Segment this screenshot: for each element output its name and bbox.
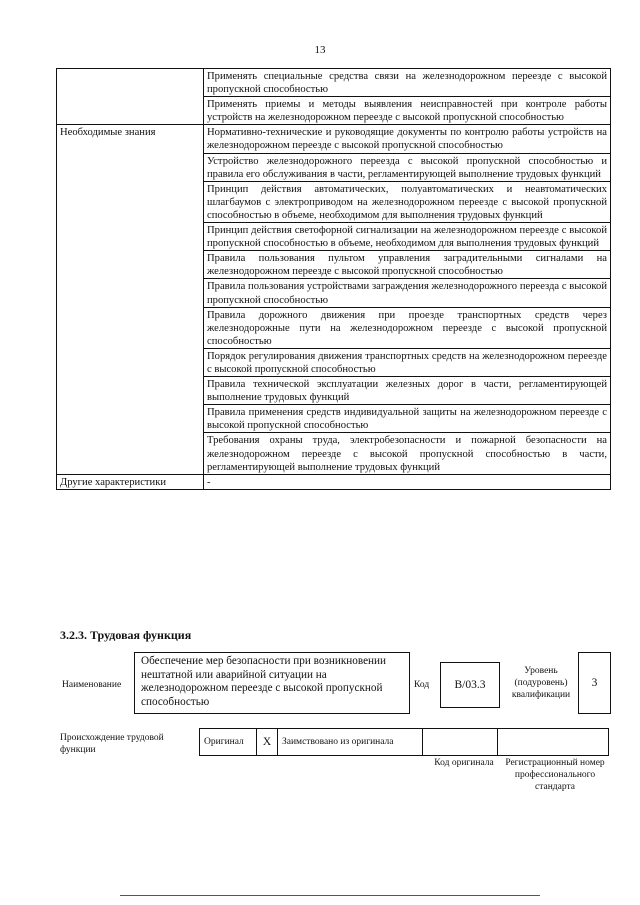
name-label: Наименование <box>62 680 122 690</box>
row-text: Правила технической эксплуатации железных дорог в части, регламентирующей выполнение трудовых функций <box>204 377 611 405</box>
row-text: Порядок регулирования движения транспортных средств на железнодорожном переезде с высокой пропускной способностью <box>204 348 611 376</box>
row-label: Другие характеристики <box>57 474 204 489</box>
row-text: - <box>204 474 611 489</box>
row-text: Требования охраны труда, электробезопасности и пожарной безопасности на железнодорожном переезде с высокой пропускной способностью в части, регламентирующей выполнение трудовых функций <box>204 433 611 474</box>
reg-number-caption: Регистрационный номер профессионального стандарта <box>505 758 605 792</box>
code-label: Код <box>414 680 430 690</box>
original-code-cell <box>422 728 498 756</box>
table-row <box>57 69 611 97</box>
row-text: Правила пользования пультом управления заградительными сигналами на железнодорожном переезде с высокой пропускной способностью <box>204 251 611 279</box>
borrowed-cell: Заимствовано из оригинала <box>277 728 423 756</box>
level-value-box: 3 <box>578 652 611 714</box>
origin-row <box>200 728 609 756</box>
row-label <box>57 69 204 125</box>
row-text: Принцип действия автоматических, полуавтоматических и неавтоматических шлагбаумов с электроприводом на железнодорожном переезде с высокой пропускной способностью в объеме, необходимом для выполнения трудовых функций <box>204 181 611 222</box>
original-code-caption: Код оригинала <box>434 758 494 768</box>
table-row <box>57 125 611 153</box>
row-text: Применять приемы и методы выявления неисправностей при контроле работы устройств на железнодорожном переезде с высокой пропускной способностью <box>204 97 611 125</box>
reg-number-cell <box>497 728 609 756</box>
row-text: Принцип действия светофорной сигнализации на железнодорожном переезде с высокой пропускной способностью в объеме, необходимом для выполнения трудовых функций <box>204 223 611 251</box>
origin-label: Происхождение трудовой функции <box>60 733 164 755</box>
row-text: Нормативно-технические и руководящие документы по контролю работы устройств на железнодорожном переезде с высокой пропускной способностью <box>204 125 611 153</box>
knowledge-table <box>56 68 611 490</box>
row-text: Правила дорожного движения при проезде транспортных средств через железнодорожные пути на железнодорожном переезде с высокой пропускной способностью <box>204 307 611 348</box>
original-cell: Оригинал <box>199 728 257 756</box>
row-text: Устройство железнодорожного переезда с высокой пропускной способностью и правила его обслуживания в части, регламентирующей выполнение трудовых функций <box>204 153 611 181</box>
bottom-rule <box>120 895 540 896</box>
function-name-box: Обеспечение мер безопасности при возникновении нештатной или аварийной ситуации на железнодорожном переезде с высокой пропускной способностью <box>134 652 410 714</box>
row-text: Применять специальные средства связи на железнодорожном переезде с высокой пропускной способностью <box>204 69 611 97</box>
table-row <box>57 474 611 489</box>
level-label: Уровень (подуровень) квалификации <box>511 666 571 700</box>
original-mark: X <box>256 728 278 756</box>
page-number: 13 <box>314 44 326 56</box>
row-label: Необходимые знания <box>57 125 204 474</box>
row-text: Правила пользования устройствами заграждения железнодорожного переезда с высокой пропускной способностью <box>204 279 611 307</box>
row-text: Правила применения средств индивидуальной защиты на железнодорожном переезде с высокой пропускной способностью <box>204 405 611 433</box>
code-value-box: В/03.3 <box>440 662 500 708</box>
section-title: 3.2.3. Трудовая функция <box>60 628 192 642</box>
